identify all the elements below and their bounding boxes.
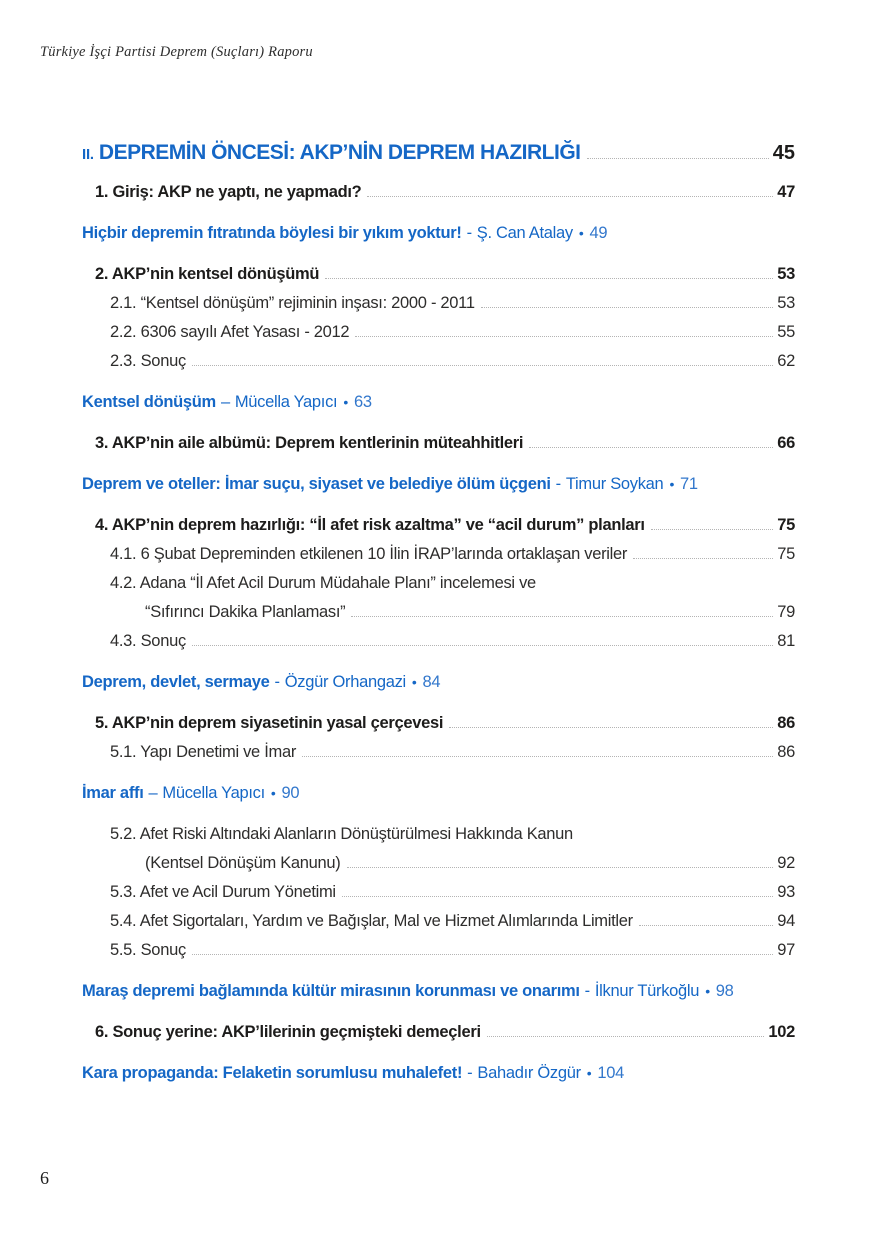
toc-entry — [82, 907, 795, 936]
toc-entry-label: 4. AKP’nin deprem hazırlığı: “İl afet risk azaltma” ve “acil durum” planları — [95, 516, 645, 534]
bullet-separator-icon: • — [270, 785, 276, 801]
author-line-title: İmar affı — [82, 784, 144, 802]
leader-line — [302, 756, 773, 757]
toc-entry — [82, 569, 795, 598]
author-line-author: Bahadır Özgür — [477, 1064, 581, 1082]
toc-entry-page: 92 — [777, 854, 795, 872]
toc-entry-page: 94 — [777, 912, 795, 930]
leader-line — [192, 645, 773, 646]
toc-entry-label: (Kentsel Dönüşüm Kanunu) — [145, 854, 341, 872]
dash-separator: - — [555, 475, 561, 493]
toc-entry-page: 86 — [777, 714, 795, 732]
toc-entry — [82, 936, 795, 965]
leader-line — [633, 558, 773, 559]
dash-separator: - — [274, 673, 280, 691]
leader-line — [355, 336, 773, 337]
toc-entry — [82, 429, 795, 458]
dash-separator: – — [220, 393, 230, 411]
bullet-separator-icon: • — [586, 1065, 592, 1081]
toc-entry-label: 2.1. “Kentsel dönüşüm” rejiminin inşası: 2000 - 2011 — [110, 294, 475, 312]
author-line-author: Mücella Yapıcı — [234, 393, 338, 411]
toc-entry-page: 62 — [777, 352, 795, 370]
toc-entries — [82, 178, 795, 1088]
toc-entry-label: 5.4. Afet Sigortaları, Yardım ve Bağışlar, Mal ve Hizmet Alımlarında Limitler — [110, 912, 633, 930]
author-line-page: 104 — [597, 1064, 625, 1082]
toc-entry — [82, 878, 795, 907]
toc-author-line — [82, 470, 795, 499]
leader-line — [367, 196, 773, 197]
leader-line — [651, 529, 774, 530]
toc-entry-page: 75 — [777, 545, 795, 563]
toc-heading-numeral: II. — [82, 146, 94, 163]
toc-author-line — [82, 388, 795, 417]
leader-line — [342, 896, 773, 897]
toc-entry-label: 5.5. Sonuç — [110, 941, 186, 959]
toc-entry — [82, 627, 795, 656]
toc-entry-page: 86 — [777, 743, 795, 761]
toc-entry — [82, 849, 795, 878]
author-line-author: Özgür Orhangazi — [284, 673, 406, 691]
leader-line — [192, 954, 773, 955]
toc-entry-page: 55 — [777, 323, 795, 341]
dash-separator: – — [148, 784, 158, 802]
toc-entry-label: 2.2. 6306 sayılı Afet Yasası - 2012 — [110, 323, 350, 341]
leader-line — [481, 307, 774, 308]
leader-line — [192, 365, 773, 366]
toc-entry-label: 5.2. Afet Riski Altındaki Alanların Dönüştürülmesi Hakkında Kanun — [110, 825, 573, 843]
toc-entry — [82, 347, 795, 376]
toc-entry-page: 93 — [777, 883, 795, 901]
author-line-author: Timur Soykan — [565, 475, 664, 493]
toc-entry-page: 53 — [777, 265, 795, 283]
toc-author-line — [82, 1059, 795, 1088]
author-line-title: Kentsel dönüşüm — [82, 393, 216, 411]
toc-entry-label: 5. AKP’nin deprem siyasetinin yasal çerçevesi — [95, 714, 444, 732]
dash-separator: - — [467, 1064, 473, 1082]
toc-heading-label: DEPREMİN ÖNCESİ: AKP’NİN DEPREM HAZIRLIĞI — [98, 141, 581, 164]
author-line-page: 84 — [422, 673, 441, 691]
toc-entry-page: 53 — [777, 294, 795, 312]
author-line-page: 49 — [589, 224, 608, 242]
toc-entry-label: 2.3. Sonuç — [110, 352, 186, 370]
toc-entry — [82, 178, 795, 207]
author-line-page: 71 — [680, 475, 698, 493]
bullet-separator-icon: • — [578, 225, 584, 241]
leader-line — [347, 867, 774, 868]
bullet-separator-icon: • — [669, 476, 675, 492]
toc-author-line — [82, 219, 795, 248]
toc-entry-page: 66 — [777, 434, 795, 452]
dash-separator: - — [466, 224, 472, 242]
toc-entry-label: 6. Sonuç yerine: AKP’lilerinin geçmişteki demeçleri — [95, 1023, 481, 1041]
leader-line — [487, 1036, 765, 1037]
toc-author-line — [82, 977, 795, 1006]
leader-line — [351, 616, 773, 617]
author-line-title: Kara propaganda: Felaketin sorumlusu muhalefet! — [82, 1064, 463, 1082]
author-line-page: 98 — [715, 982, 734, 1000]
toc-entry-label: “Sıfırıncı Dakika Planlaması” — [145, 603, 346, 621]
toc-entry — [82, 1018, 795, 1047]
leader-line — [325, 278, 773, 279]
toc-entry — [82, 289, 795, 318]
toc-entry-label: 2. AKP’nin kentsel dönüşümü — [95, 265, 320, 283]
toc-entry — [82, 598, 795, 627]
toc-entry — [82, 709, 795, 738]
leader-line — [587, 158, 769, 159]
author-line-title: Deprem, devlet, sermaye — [82, 673, 270, 691]
leader-line — [639, 925, 773, 926]
bullet-separator-icon: • — [343, 394, 348, 410]
footer-page-number: 6 — [40, 1168, 49, 1188]
author-line-title: Maraş depremi bağlamında kültür mirasının korunması ve onarımı — [82, 982, 580, 1000]
toc-entry-page: 81 — [777, 632, 795, 650]
author-line-author: Mücella Yapıcı — [162, 784, 265, 802]
toc-entry — [82, 738, 795, 767]
table-of-contents — [82, 138, 795, 1100]
toc-entry-page: 75 — [777, 516, 795, 534]
toc-entry-page: 97 — [777, 941, 795, 959]
toc-entry-page: 79 — [777, 603, 795, 621]
bullet-separator-icon: • — [411, 674, 417, 690]
author-line-page: 90 — [281, 784, 300, 802]
toc-entry-label: 1. Giriş: AKP ne yaptı, ne yapmadı? — [95, 183, 362, 201]
bullet-separator-icon: • — [705, 983, 710, 999]
toc-entry-page: 102 — [768, 1023, 795, 1041]
running-header-title: Türkiye İşçi Partisi Deprem (Suçları) Raporu — [40, 44, 313, 60]
toc-author-line — [82, 779, 795, 808]
toc-entry — [82, 260, 795, 289]
toc-entry-label: 3. AKP’nin aile albümü: Deprem kentlerinin müteahhitleri — [95, 434, 524, 452]
toc-entry-label: 5.1. Yapı Denetimi ve İmar — [110, 743, 297, 761]
leader-line — [449, 727, 773, 728]
author-line-author: Ş. Can Atalay — [476, 224, 573, 242]
toc-entry-label: 4.2. Adana “İl Afet Acil Durum Müdahale Planı” incelemesi ve — [110, 574, 536, 592]
author-line-author: İlknur Türkoğlu — [594, 982, 700, 1000]
toc-entry — [82, 820, 795, 849]
author-line-title: Deprem ve oteller: İmar suçu, siyaset ve belediye ölüm üçgeni — [82, 475, 551, 493]
leader-line — [529, 447, 773, 448]
toc-entry-label: 5.3. Afet ve Acil Durum Yönetimi — [110, 883, 336, 901]
toc-entry-label: 4.3. Sonuç — [110, 632, 186, 650]
toc-entry-label: 4.1. 6 Şubat Depreminden etkilenen 10 İlin İRAP’larında ortaklaşan veriler — [110, 545, 628, 563]
dash-separator: - — [584, 982, 590, 1000]
toc-entry — [82, 540, 795, 569]
author-line-page: 63 — [353, 393, 372, 411]
toc-entry — [82, 511, 795, 540]
toc-section-heading — [82, 138, 795, 170]
toc-entry — [82, 318, 795, 347]
toc-author-line — [82, 668, 795, 697]
author-line-title: Hiçbir depremin fıtratında böylesi bir yıkım yoktur! — [82, 224, 462, 242]
toc-entry-page: 47 — [777, 183, 795, 201]
toc-heading-page: 45 — [772, 142, 795, 164]
